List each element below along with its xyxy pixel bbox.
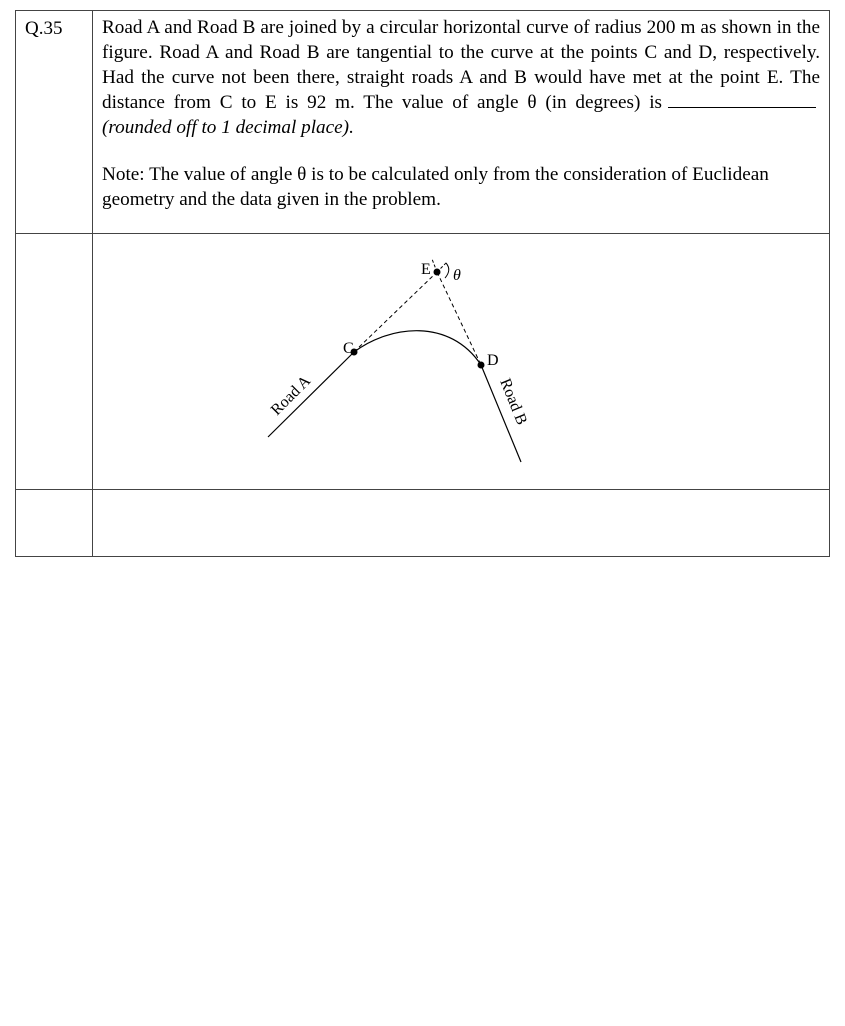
label-theta: θ <box>453 267 461 284</box>
label-c: C <box>343 340 354 357</box>
circular-curve <box>354 331 481 365</box>
rounding-instruction: (rounded off to 1 decimal place). <box>102 117 354 138</box>
tangent-e-d <box>437 272 481 365</box>
label-d: D <box>487 352 499 369</box>
label-road-a: Road A <box>267 372 315 419</box>
label-e: E <box>421 261 431 278</box>
angle-theta-arc <box>445 263 449 278</box>
point-d-dot <box>478 362 485 369</box>
point-e-dot <box>434 269 441 276</box>
tangent-c-e <box>354 272 437 352</box>
question-number: Q.35 <box>25 18 63 39</box>
label-road-b: Road B <box>496 376 531 428</box>
question-note: Note: The value of angle θ is to be calculated only from the consideration of Euclidean geometry and the data given in the problem. <box>102 164 769 210</box>
question-body: Road A and Road B are joined by a circular horizontal curve of radius 200 m as shown in the figure. Road A and Road B are tangential to the curve at the points C and D, respectively. Had the curve not been there, straight roads A and B would have met at the point E. The distance from C to E is 92 m. The value of angle θ (in degrees) is <box>102 17 820 113</box>
